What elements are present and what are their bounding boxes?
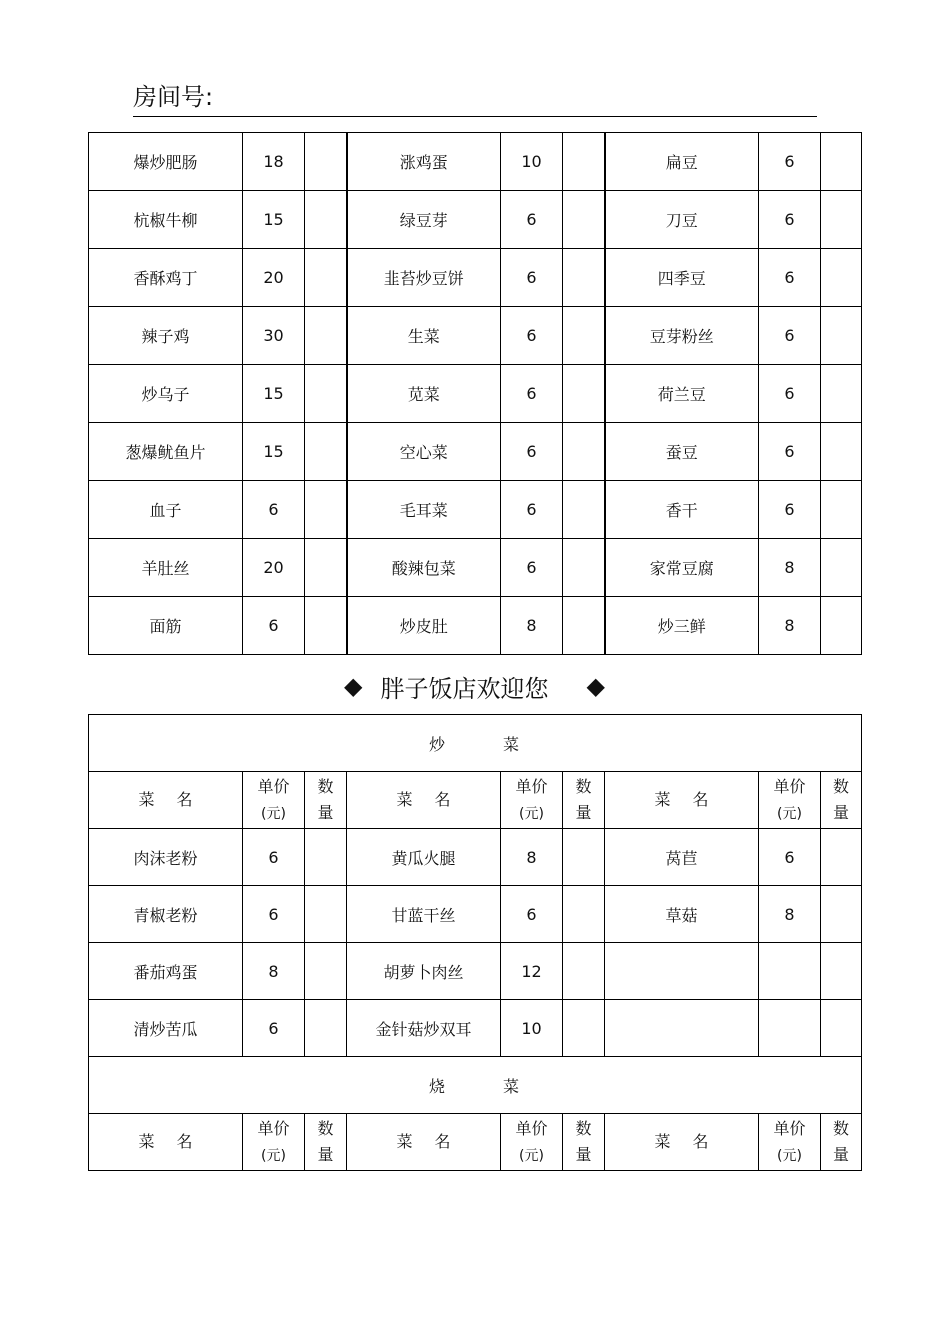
dish-name: 番茄鸡蛋: [89, 943, 243, 1000]
dish-price: 10: [501, 1000, 563, 1057]
dish-price: 18: [243, 133, 305, 191]
dish-name: 空心菜: [347, 423, 501, 481]
section-title-char: 炒: [429, 734, 448, 754]
section-title-chao: [89, 715, 862, 772]
dish-price: 6: [759, 365, 821, 423]
menu-row: [89, 943, 862, 1000]
dish-name: 生菜: [347, 307, 501, 365]
dish-price: 6: [243, 829, 305, 886]
quantity-cell[interactable]: [305, 191, 347, 249]
dish-name: 肉沫老粉: [89, 829, 243, 886]
diamond-left-icon: ◆: [344, 672, 363, 700]
qty-header: 数 量: [305, 1114, 347, 1171]
header-row: [89, 772, 862, 829]
menu-row: [89, 539, 862, 597]
menu-row: [89, 423, 862, 481]
dish-price: 15: [243, 365, 305, 423]
dish-name: 蚕豆: [605, 423, 759, 481]
section-title-shao: [89, 1057, 862, 1114]
dish-price: 6: [759, 481, 821, 539]
quantity-cell[interactable]: [821, 481, 862, 539]
dish-price: 6: [759, 423, 821, 481]
quantity-cell[interactable]: [821, 191, 862, 249]
dish-price: 12: [501, 943, 563, 1000]
dish-price: 10: [501, 133, 563, 191]
quantity-cell[interactable]: [821, 365, 862, 423]
quantity-cell[interactable]: [305, 597, 347, 655]
name-header: 菜 名: [347, 1114, 501, 1171]
dish-name: 涨鸡蛋: [347, 133, 501, 191]
dish-name: 香干: [605, 481, 759, 539]
dish-price: 6: [501, 191, 563, 249]
quantity-cell[interactable]: [563, 133, 605, 191]
quantity-cell[interactable]: [563, 886, 605, 943]
dish-price: 30: [243, 307, 305, 365]
quantity-cell[interactable]: [305, 539, 347, 597]
dish-name: 葱爆鱿鱼片: [89, 423, 243, 481]
quantity-cell[interactable]: [305, 481, 347, 539]
quantity-cell[interactable]: [563, 1000, 605, 1057]
quantity-cell[interactable]: [821, 249, 862, 307]
qty-header: 数 量: [563, 1114, 605, 1171]
price-header: 单价 (元): [501, 772, 563, 829]
dish-price: 6: [759, 133, 821, 191]
dish-name: 扁豆: [605, 133, 759, 191]
dish-name: 绿豆芽: [347, 191, 501, 249]
dish-name: 金针菇炒双耳: [347, 1000, 501, 1057]
dish-name: 爆炒肥肠: [89, 133, 243, 191]
quantity-cell[interactable]: [563, 597, 605, 655]
name-header: 菜 名: [89, 772, 243, 829]
quantity-cell[interactable]: [305, 133, 347, 191]
qty-header: 数 量: [305, 772, 347, 829]
price-header: 单价 (元): [501, 1114, 563, 1171]
quantity-cell[interactable]: [305, 1000, 347, 1057]
dish-price: 6: [759, 249, 821, 307]
dish-price: 8: [759, 597, 821, 655]
dish-price: 15: [243, 423, 305, 481]
dish-price: [759, 1000, 821, 1057]
price-header: 单价 (元): [759, 1114, 821, 1171]
quantity-cell[interactable]: [563, 943, 605, 1000]
quantity-cell[interactable]: [821, 943, 862, 1000]
quantity-cell[interactable]: [821, 829, 862, 886]
diamond-right-icon: ◆: [586, 672, 605, 700]
quantity-cell[interactable]: [821, 597, 862, 655]
dish-price: 20: [243, 539, 305, 597]
quantity-cell[interactable]: [563, 307, 605, 365]
dish-name: 炒皮肚: [347, 597, 501, 655]
dish-name: 黄瓜火腿: [347, 829, 501, 886]
quantity-cell[interactable]: [563, 539, 605, 597]
menu-row: [89, 481, 862, 539]
dish-price: 8: [501, 597, 563, 655]
dish-name: 苋菜: [347, 365, 501, 423]
dish-price: 15: [243, 191, 305, 249]
dish-name: 草菇: [605, 886, 759, 943]
price-header: 单价 (元): [759, 772, 821, 829]
menu-table-top: [88, 132, 862, 655]
dish-name: 杭椒牛柳: [89, 191, 243, 249]
qty-header: 数 量: [821, 1114, 862, 1171]
qty-header: 数 量: [563, 772, 605, 829]
dish-price: 6: [501, 365, 563, 423]
menu-table-bottom: [88, 714, 862, 1171]
dish-price: 8: [759, 539, 821, 597]
section-row-chao: [89, 715, 862, 772]
dish-name: 家常豆腐: [605, 539, 759, 597]
menu-row: [89, 133, 862, 191]
dish-name: 荷兰豆: [605, 365, 759, 423]
quantity-cell[interactable]: [305, 943, 347, 1000]
menu-row: [89, 886, 862, 943]
quantity-cell[interactable]: [305, 365, 347, 423]
dish-name: 清炒苦瓜: [89, 1000, 243, 1057]
quantity-cell[interactable]: [821, 886, 862, 943]
dish-price: 6: [501, 423, 563, 481]
dish-name: 毛耳菜: [347, 481, 501, 539]
dish-price: [759, 943, 821, 1000]
name-header: 菜 名: [605, 772, 759, 829]
dish-price: 8: [759, 886, 821, 943]
quantity-cell[interactable]: [821, 133, 862, 191]
dish-price: 6: [759, 829, 821, 886]
quantity-cell[interactable]: [563, 249, 605, 307]
qty-header: 数 量: [821, 772, 862, 829]
price-header: 单价 (元): [243, 772, 305, 829]
menu-row: [89, 829, 862, 886]
dish-price: 8: [501, 829, 563, 886]
dish-name: 莴苣: [605, 829, 759, 886]
dish-name: 甘蓝干丝: [347, 886, 501, 943]
menu-row: [89, 191, 862, 249]
menu-row: [89, 249, 862, 307]
dish-name: 血子: [89, 481, 243, 539]
section-title-char: 烧: [429, 1076, 448, 1096]
quantity-cell[interactable]: [563, 481, 605, 539]
room-number-field[interactable]: [133, 82, 817, 117]
dish-price: 6: [501, 539, 563, 597]
dish-name: 酸辣包菜: [347, 539, 501, 597]
dish-name: 青椒老粉: [89, 886, 243, 943]
dish-name: 韭苔炒豆饼: [347, 249, 501, 307]
dish-name: 豆芽粉丝: [605, 307, 759, 365]
dish-name: 炒三鲜: [605, 597, 759, 655]
dish-name: 四季豆: [605, 249, 759, 307]
name-header: 菜 名: [89, 1114, 243, 1171]
dish-price: 6: [759, 191, 821, 249]
menu-row: [89, 365, 862, 423]
dish-price: 6: [243, 597, 305, 655]
quantity-cell[interactable]: [305, 423, 347, 481]
quantity-cell[interactable]: [821, 1000, 862, 1057]
dish-name: 胡萝卜肉丝: [347, 943, 501, 1000]
quantity-cell[interactable]: [305, 307, 347, 365]
dish-price: 6: [759, 307, 821, 365]
section-row-shao: [89, 1057, 862, 1114]
quantity-cell[interactable]: [821, 307, 862, 365]
quantity-cell[interactable]: [305, 249, 347, 307]
header-row: [89, 1114, 862, 1171]
dish-name: 香酥鸡丁: [89, 249, 243, 307]
quantity-cell[interactable]: [563, 829, 605, 886]
room-number-label: 房间号:: [133, 83, 214, 111]
dish-price: 6: [243, 886, 305, 943]
quantity-cell[interactable]: [305, 886, 347, 943]
quantity-cell[interactable]: [821, 539, 862, 597]
dish-price: 6: [501, 307, 563, 365]
dish-name: 辣子鸡: [89, 307, 243, 365]
dish-price: 6: [501, 886, 563, 943]
dish-price: 8: [243, 943, 305, 1000]
name-header: 菜 名: [347, 772, 501, 829]
quantity-cell[interactable]: [821, 423, 862, 481]
welcome-text: 胖子饭店欢迎您: [380, 674, 549, 703]
quantity-cell[interactable]: [563, 365, 605, 423]
dish-name: 刀豆: [605, 191, 759, 249]
price-header: 单价 (元): [243, 1114, 305, 1171]
quantity-cell[interactable]: [305, 829, 347, 886]
name-header: 菜 名: [605, 1114, 759, 1171]
menu-row: [89, 597, 862, 655]
menu-row: [89, 1000, 862, 1057]
dish-price: 6: [501, 481, 563, 539]
dish-name: 炒乌子: [89, 365, 243, 423]
section-title-char: 菜: [503, 734, 522, 754]
dish-name: 羊肚丝: [89, 539, 243, 597]
dish-name: [605, 1000, 759, 1057]
dish-name: 面筋: [89, 597, 243, 655]
dish-price: 20: [243, 249, 305, 307]
dish-price: 6: [501, 249, 563, 307]
welcome-banner: [88, 666, 861, 706]
quantity-cell[interactable]: [563, 423, 605, 481]
dish-price: 6: [243, 1000, 305, 1057]
dish-price: 6: [243, 481, 305, 539]
dish-name: [605, 943, 759, 1000]
quantity-cell[interactable]: [563, 191, 605, 249]
menu-row: [89, 307, 862, 365]
section-title-char: 菜: [503, 1076, 522, 1096]
